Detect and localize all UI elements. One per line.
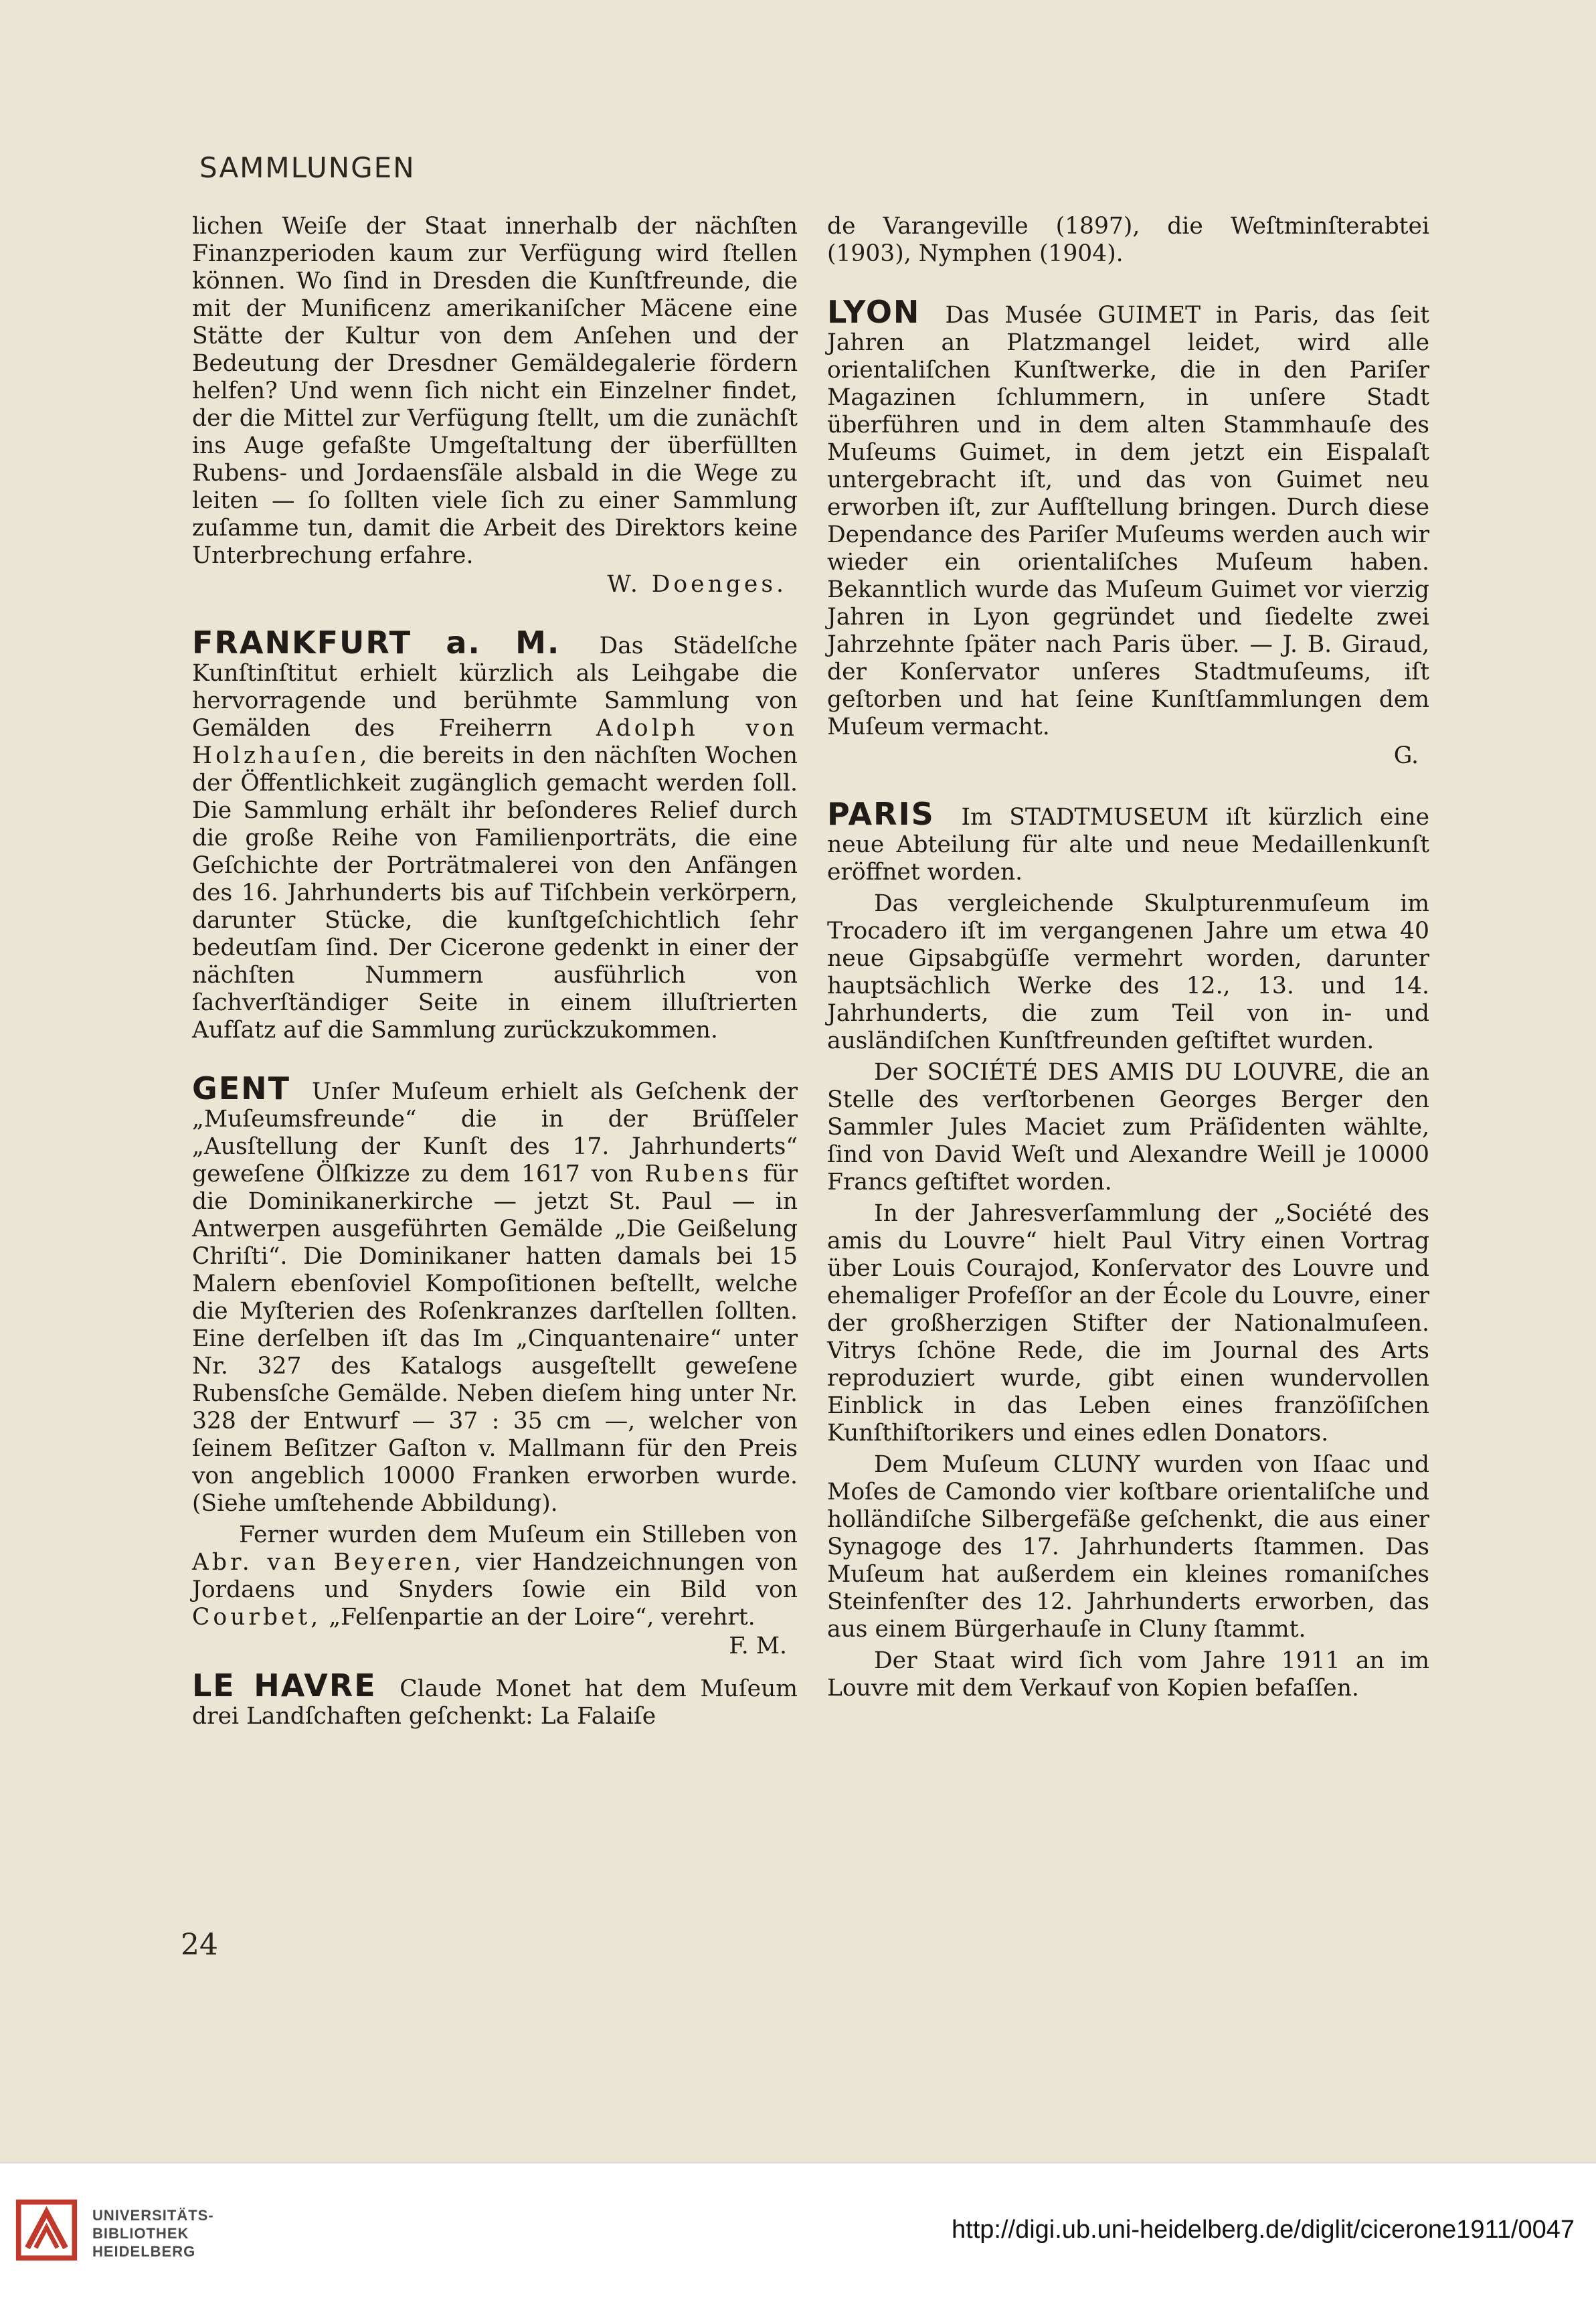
lyon-article: [827, 294, 1429, 770]
lehavre-heading: LE HAVRE: [192, 1667, 377, 1704]
doenges-article: [192, 213, 798, 598]
library-name-line-1: UNIVERSITÄTS-: [92, 2207, 214, 2224]
paris-article: [827, 796, 1429, 1702]
paris-paragraph-3: Der SOCIÉTÉ DES AMIS DU LOUVRE, die an Stelle des verſtorbenen Georges Berger den Sammler Jules Maciet zum Präſidenten wählte, ſind von David Weſt und Alexandre Weill je 10000 Francs geſtiftet worden.: [827, 1059, 1429, 1196]
lyon-signature: G.: [1393, 742, 1419, 769]
lehavre-continued-text: de Varangeville (1897), die Weſtminſterabtei (1903), Nymphen (1904).: [827, 213, 1429, 267]
paris-paragraph-1: [827, 796, 1429, 886]
lehavre-article: [192, 1667, 798, 1730]
paris-paragraph-6: Der Staat wird ſich vom Jahre 1911 an im Louvre mit dem Verkauf von Kopien befaſſen.: [827, 1647, 1429, 1702]
lyon-text: Das Musée GUIMET in Paris, das ſeit Jahren an Platzmangel leidet, wird alle orientaliſchen Kunſtwerke, die in den Pariſer Magazinen ſchlummern, in unſere Stadt überführen und in dem alten Stammhauſe des Muſeums Guimet, in dem jetzt ein Eispalaſt untergebracht iſt, und das von Guimet neu erworben iſt, zur Aufſtellung bringen. Durch diese Dependance des Pariſer Muſeums werden auch wir wieder ein orientaliſches Muſeum haben. Bekanntlich wurde das Muſeum Guimet vor vierzig Jahren in Lyon gegründet und ſiedelte zwei Jahrzehnte ſpäter nach Paris über. — J. B. Giraud, der Konſervator unſeres Stadtmuſeums, iſt geſtorben und hat ſeine Kunſtſammlungen dem Muſeum vermacht.: [827, 302, 1429, 740]
gent-p2-text-a: Ferner wurden dem Muſeum ein Stilleben von: [239, 1522, 798, 1548]
lyon-paragraph: [827, 294, 1429, 741]
gent-p2-text-b: vier Handzeichnungen von Jordaens und Snyders ſowie ein Bild von: [192, 1549, 798, 1603]
gent-name-rubens: Rubens: [644, 1161, 752, 1187]
gent-text-2: für die Dominikanerkirche — jetzt St. Paul — in Antwerpen ausgeführten Gemälde „Die Geißelung Chriſti“. Die Dominikaner hatten damals bei 15 Malern ebenſoviel Kompoſitionen beſtellt, welche die Myſterien des Roſenkranzes darſtellen ſollten. Eine derſelben iſt das Im „Cinquantenaire“ unter Nr. 327 des Katalogs ausgeſtellt geweſene Rubensſche Gemälde. Neben dieſem hing unter Nr. 328 der Entwurf — 37 : 35 cm —, welcher von ſeinem Beſitzer Gaſton v. Mallmann für den Preis von angeblich 10000 Franken erworben wurde. (Siehe umſtehende Abbildung).: [192, 1161, 798, 1517]
lehavre-continued: [827, 213, 1429, 268]
frankfurt-text-1: Das Städelſche Kunſtinſtitut erhielt kürzlich als Leihgabe die hervorragende und berühmte Sammlung von Gemälden des Freiherrn: [192, 633, 798, 742]
lehavre-text: Claude Monet hat dem Muſeum drei Landſchaften geſchenkt: La Falaiſe: [192, 1675, 798, 1730]
gent-signature: F. M.: [729, 1633, 787, 1659]
university-library-logo-icon[interactable]: [15, 2198, 78, 2262]
page-number: 24: [181, 1928, 218, 1962]
library-name-line-3: HEIDELBERG: [92, 2243, 196, 2260]
frankfurt-article: [192, 625, 798, 1044]
right-column: [827, 213, 1429, 1702]
doenges-text: lichen Weiſe der Staat innerhalb der nächſten Finanzperioden kaum zur Verfügung wird ſtellen können. Wo ſind in Dresden die Kunſtfreunde, die mit der Munificenz amerikaniſcher Mäcene eine Stätte der Kultur von dem Anſehen und der Bedeutung der Dresdner Gemäldegalerie fördern helfen? Und wenn ſich nicht ein Einzelner findet, der die Mittel zur Verfügung ſtellt, um die zunächſt ins Auge gefaßte Umgeſtaltung der überfüllten Rubens- und Jordaensſäle alsbald in die Wege zu leiten — ſo ſollten viele ſich zu einer Sammlung zuſamme tun, damit die Arbeit des Direktors keine Unterbrechung erfahre.: [192, 213, 798, 569]
gent-paragraph-1: [192, 1070, 798, 1517]
library-name[interactable]: [92, 2206, 214, 2261]
gent-name-beyeren: Abr. van Beyeren,: [192, 1549, 465, 1576]
lehavre-paragraph: [192, 1667, 798, 1730]
frankfurt-name: Adolph von Holzhauſen,: [192, 715, 798, 769]
paris-paragraph-4: In der Jahresverſammlung der „Société des amis du Louvre“ hielt Paul Vitry einen Vortrag über Louis Courajod, Konſervator des Louvre und ehemaliger Profeſſor an der École du Louvre, einer der großherzigen Stifter der Nationalmuſeen. Vitrys ſchöne Rede, die im Journal des Arts reproduziert wurde, gibt einen wundervollen Einblick in das Leben eines franzöſiſchen Kunſthiſtorikers und eines edlen Donators.: [827, 1200, 1429, 1447]
gent-text-1: Unſer Muſeum erhielt als Geſchenk der „Muſeumsfreunde“ die in der Brüſſeler „Ausſtellung der Kunſt des 17. Jahrhunderts“ geweſene Ölſkizze zu dem 1617 von: [192, 1078, 798, 1187]
doenges-signature: W. Doenges.: [607, 571, 787, 598]
gent-article: [192, 1070, 798, 1660]
footer-bar: [0, 2162, 1596, 2300]
page-header: SAMMLUNGEN: [199, 151, 416, 184]
frankfurt-paragraph: [192, 625, 798, 1044]
library-name-line-2: BIBLIOTHEK: [92, 2225, 189, 2242]
frankfurt-text-2: die bereits in den nächſten Wochen der Öffentlichkeit zugänglich gemacht werden ſoll. Die Sammlung erhält ihr beſonderes Relief durch die große Reihe von Familienporträts, die eine Geſchichte der Porträtmalerei von den Anfängen des 16. Jahrhunderts bis auf Tiſchbein verkörpern, darunter Stücke, die kunſtgeſchichtlich ſehr bedeutſam ſind. Der Cicerone gedenkt in einer der nächſten Nummern ausführlich von ſachverſtändiger Seite in einem illuſtrierten Aufſatz auf die Sammlung zurückzukommen.: [192, 742, 798, 1044]
left-column: [192, 213, 798, 1730]
gent-p2-text-c: „Felſenpartie an der Loire“, verehrt.: [329, 1604, 756, 1631]
paris-heading: PARIS: [827, 796, 935, 832]
paris-paragraph-2: Das vergleichende Skulpturenmuſeum im Trocadero iſt im vergangenen Jahre um etwa 40 neue Gipsabgüſſe vermehrt worden, darunter hauptsächlich Werke des 12., 13. und 14. Jahrhunderts, die zum Teil von in- und ausländiſchen Kunſtfreunden geſtiftet wurden.: [827, 890, 1429, 1054]
gent-heading: GENT: [192, 1070, 291, 1106]
frankfurt-heading: FRANKFURT a. M.: [192, 625, 561, 661]
source-url-link[interactable]: http://digi.ub.uni-heidelberg.de/diglit/cicerone1911/0047: [952, 2216, 1575, 2244]
lyon-heading: LYON: [827, 294, 921, 330]
gent-name-courbet: Courbet,: [192, 1604, 322, 1631]
paris-text-1: Im STADTMUSEUM iſt kürzlich eine neue Abteilung für alte und neue Medaillenkunſt eröffnet worden.: [827, 804, 1429, 886]
paris-paragraph-5: Dem Muſeum CLUNY wurden von Iſaac und Moſes de Camondo vier koſtbare orientaliſche und holländiſche Silbergefäße geſchenkt, die aus einer Synagoge des 17. Jahrhunderts ſtammen. Das Muſeum hat außerdem ein kleines romaniſches Steinfenſter des 12. Jahrhunderts erworben, das aus einem Bürgerhauſe in Cluny ſtammt.: [827, 1451, 1429, 1643]
gent-paragraph-2: [192, 1522, 798, 1631]
